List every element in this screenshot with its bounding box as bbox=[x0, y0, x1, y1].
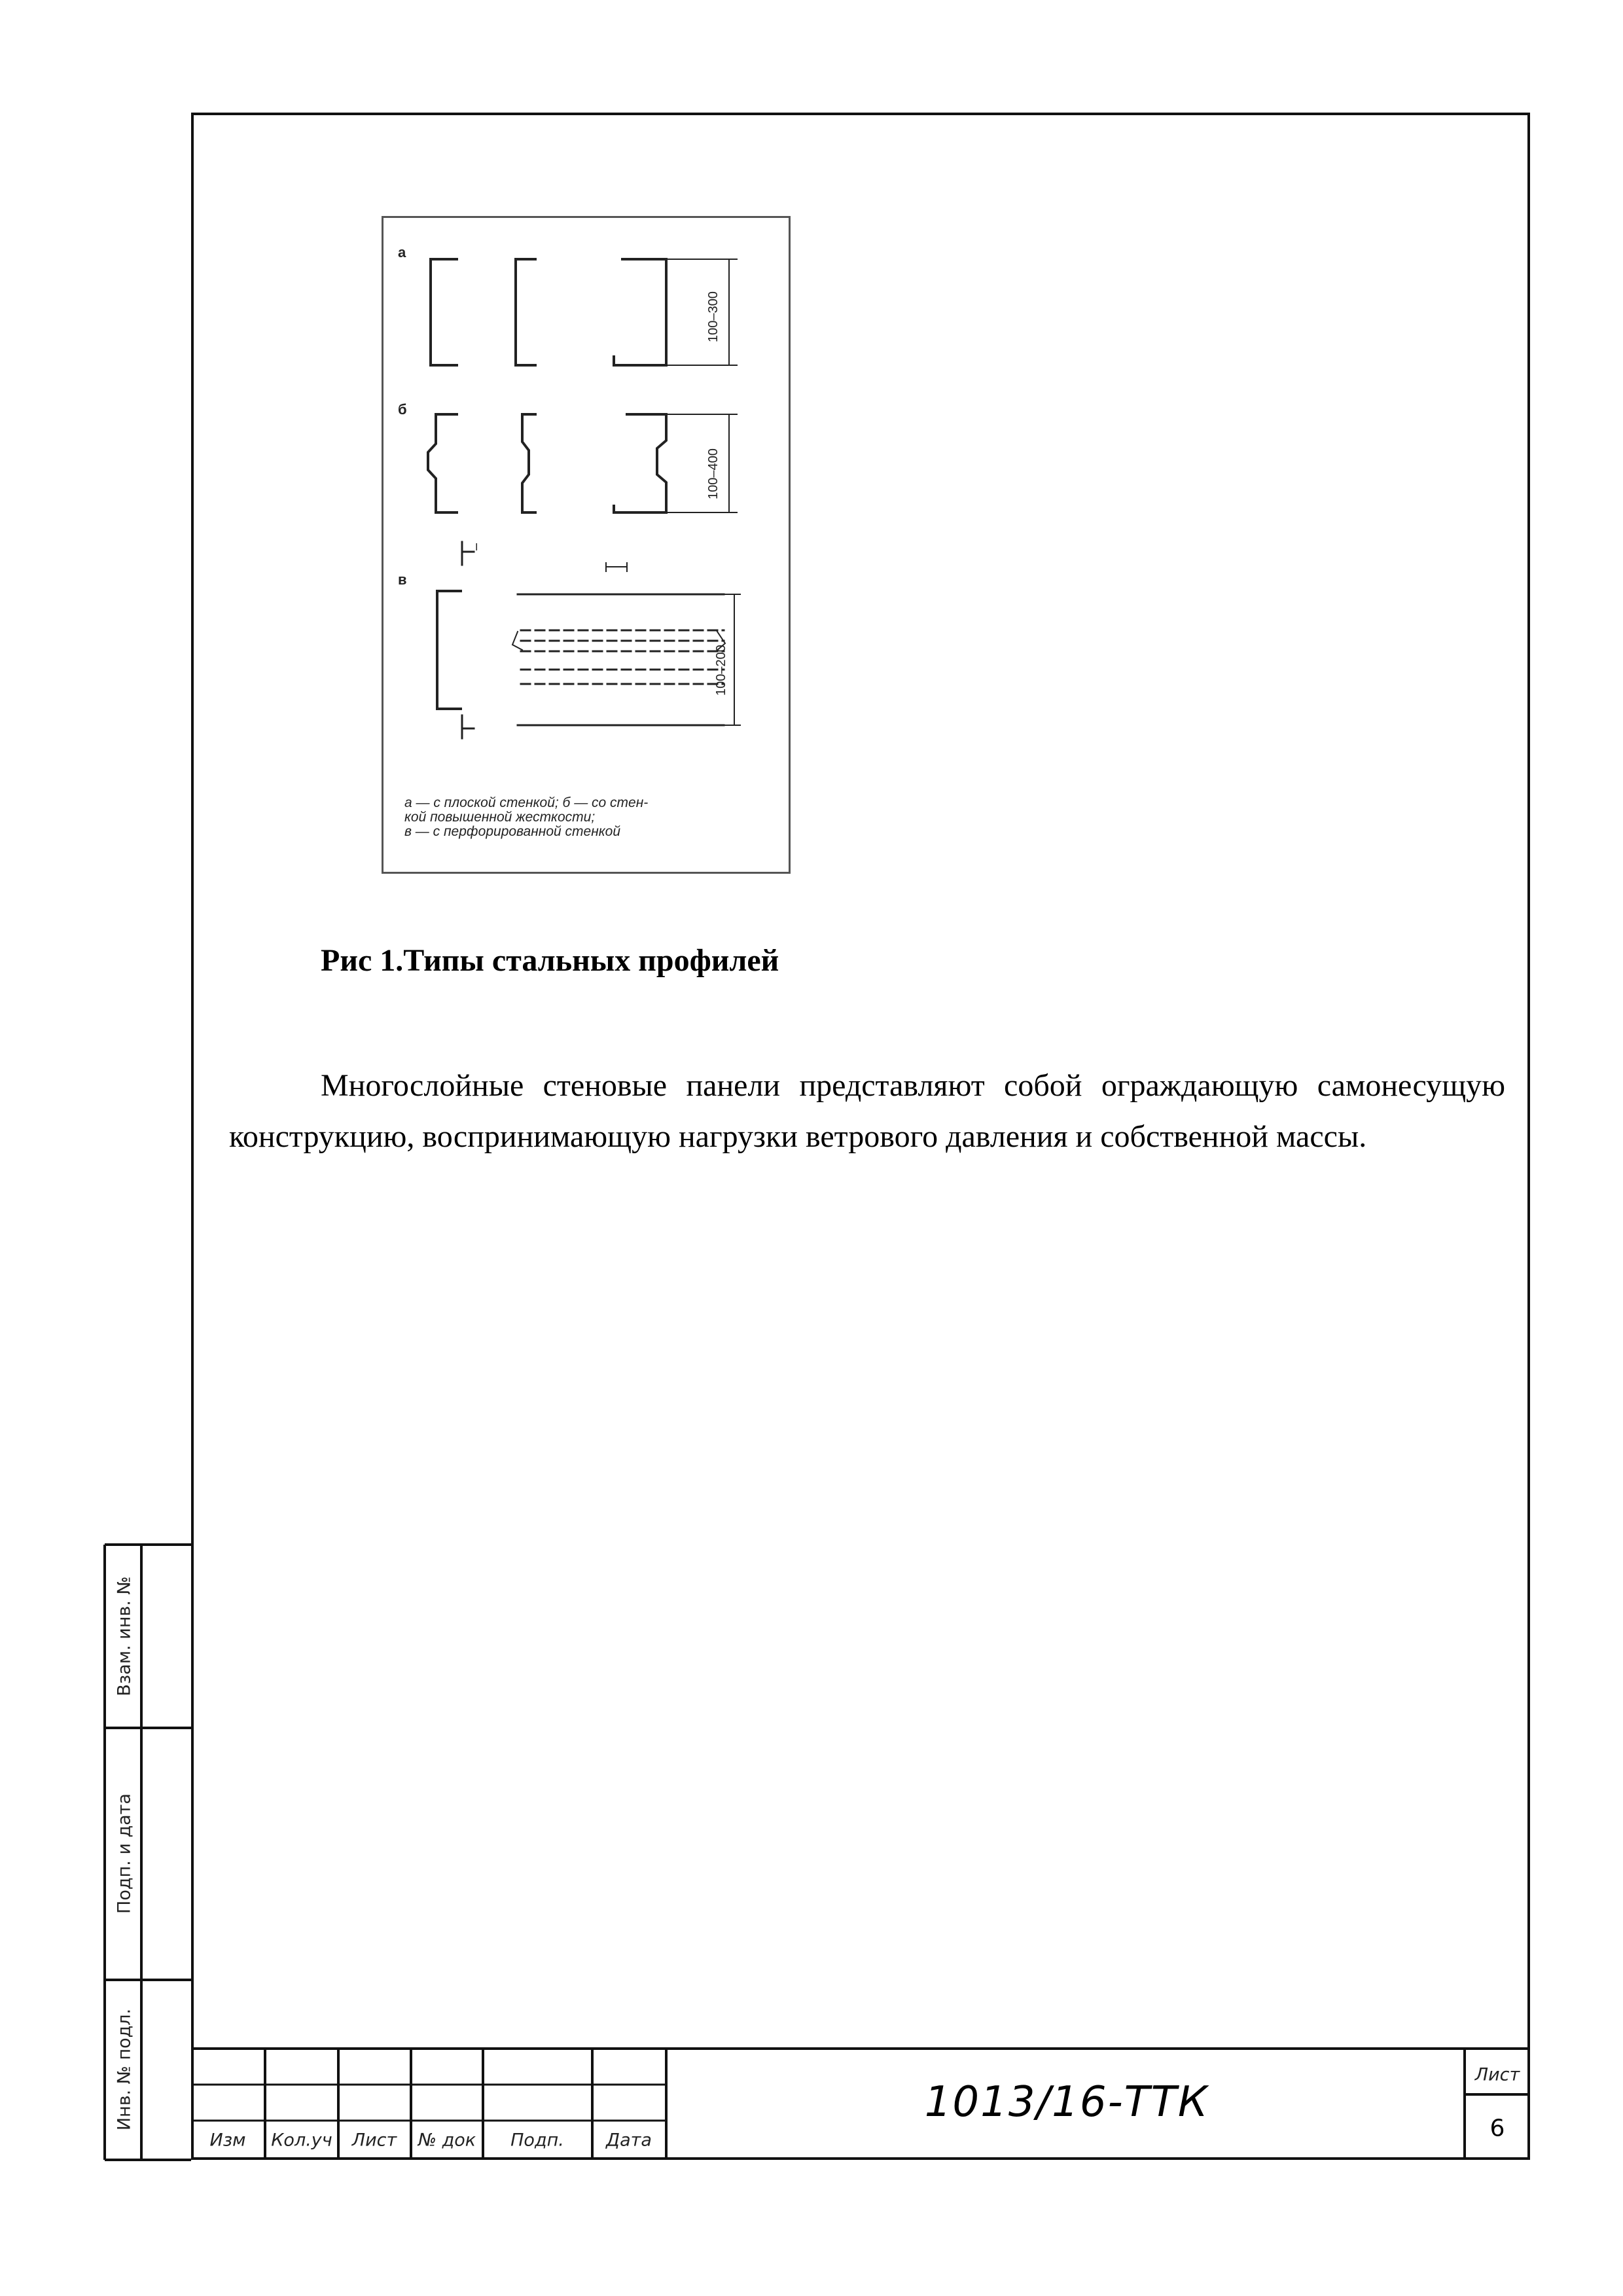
document-code: 1013/16-ТТК bbox=[924, 2078, 1209, 2126]
sheet-label: Лист bbox=[1474, 2064, 1520, 2085]
tb-col-list: Лист bbox=[351, 2130, 397, 2151]
tb-col-kol-uch: Кол.уч bbox=[271, 2130, 332, 2151]
tb-col-data: Дата bbox=[606, 2130, 652, 2151]
figure-legend-line-2: кой повышенной жесткости; bbox=[404, 810, 596, 825]
section-mark-top-label: I bbox=[475, 542, 478, 553]
tb-col-izm: Изм bbox=[209, 2130, 246, 2151]
stamp-inv-podl: Инв. № подл. bbox=[114, 2008, 135, 2131]
row-label-a: а bbox=[398, 244, 406, 260]
row-label-b: б bbox=[398, 401, 407, 418]
row-label-v: в bbox=[398, 571, 407, 588]
tb-col-n-dok: № док bbox=[418, 2130, 476, 2151]
stamp-podp-data: Подп. и дата bbox=[114, 1793, 135, 1914]
figure-caption: Рис 1.Типы стальных профилей bbox=[321, 943, 779, 978]
body-paragraph: Многослойные стеновые панели представляют собой ограждающую самонесущую конструкцию, воспринимающую нагрузки ветрового давления и собственной массы. bbox=[229, 1068, 1505, 1154]
stamp-vzam-inv: Взам. инв. № bbox=[114, 1576, 135, 1696]
figure-legend-line-1: а — с плоской стенкой; б — со стен- bbox=[404, 795, 649, 810]
dim-v-text: 100–200 bbox=[714, 645, 728, 696]
dim-a-text: 100–300 bbox=[706, 291, 721, 342]
figure-legend-line-3: в — с перфорированной стенкой bbox=[404, 824, 621, 839]
tb-col-podp: Подп. bbox=[510, 2130, 564, 2151]
dim-b-text: 100–400 bbox=[706, 448, 721, 499]
sheet-number: 6 bbox=[1489, 2115, 1505, 2142]
